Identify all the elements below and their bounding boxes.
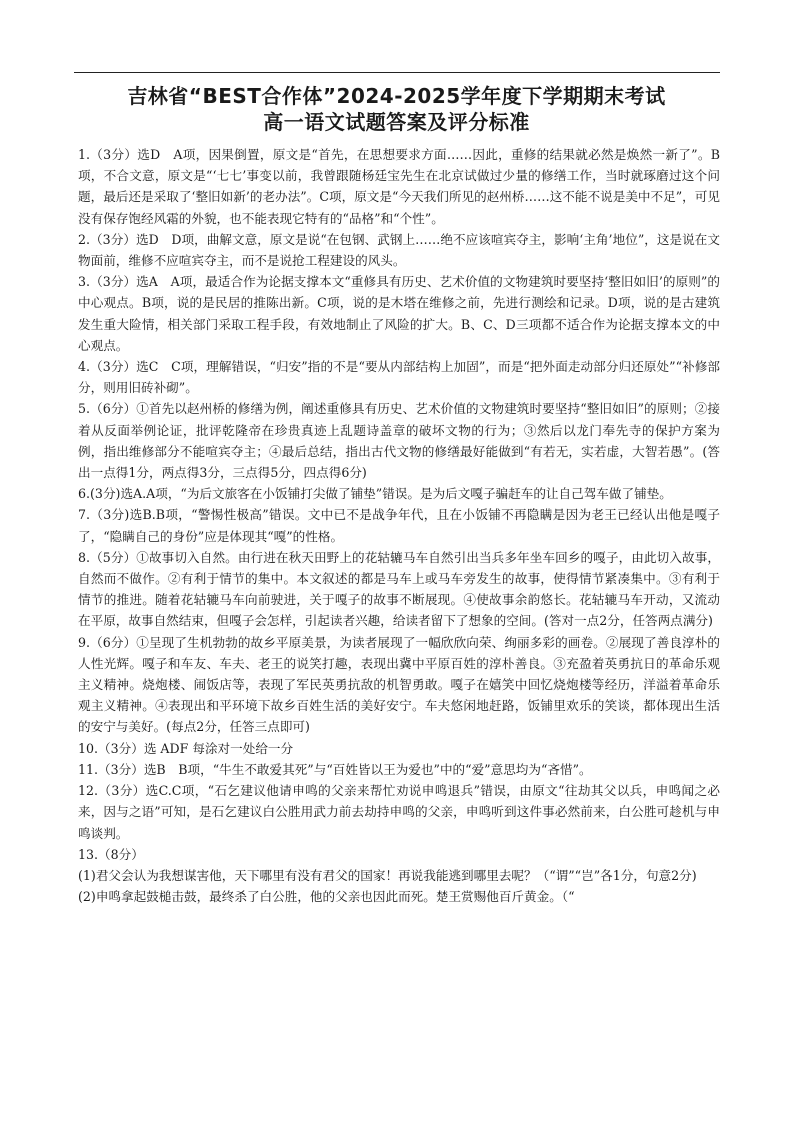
answer-item-10: 10.（3分）选 ADF 每涂对一处给一分	[78, 740, 294, 756]
answer-item-7: 7.（3分)选B.B项，“警惕性极高”错误。文中已不是战争年代，且在小饭铺不再隐瞒是因为老王已经认出他是嘎子了，“隐瞒自己的身份”应是体现其“嘎”的性格。	[78, 507, 720, 544]
answer-item-6: 6.(3分)选A.A项，“为后文旅客在小饭铺打尖做了铺垫”错误。是为后文嘎子骗赶车的让自己驾车做了铺垫。	[78, 486, 672, 502]
answer-list	[78, 144, 720, 907]
answer-item-13-2: (2)申鸣拿起鼓槌击鼓，最终杀了白公胜，他的父亲也因此而死。楚王赏赐他百斤黄金。（“	[78, 889, 575, 905]
exam-subtitle: 高一语文试题答案及评分标准	[263, 110, 530, 134]
answer-item-2: 2.（3分）选D D项，曲解文意，原文是说“在包钢、武钢上……绝不应该喧宾夺主，影响‘主角’地位”，这是说在文物面前，维修不应喧宾夺主，而不是说抢工程建设的风头。	[78, 231, 720, 269]
answer-item-5: 5.（6分）①首先以赵州桥的修缮为例，阐述重修具有历史、艺术价值的文物建筑时要坚持“整旧如旧”的原则；②接着从反面举例论证，批评乾隆帝在珍贵真迹上乱题诗盖章的破坏文物的行为；③然后以龙门奉先寺的保护方案为例，指出维修部分不能喧宾夺主；④最后总结，指出古代文物的修缮最好能做到“有若无，实若虚，大智若愚”。(答出一点得1分，两点得3分，三点得5分，四点得6分)	[78, 401, 720, 481]
answer-item-4: 4.（3分）选C C项，理解错误，“归安”指的不是“要从内部结构上加固”，而是“把外面走动部分归还原处”“补修部分，则用旧砖补砌”。	[78, 359, 720, 396]
answer-item-12: 12.（3分）选C.C项，“石乞建议他请申鸣的父亲来帮忙劝说申鸣退兵”错误，由原文“往劫其父以兵，申鸣闻之必来，因与之语”可知，是石乞建议白公胜用武力前去劫持申鸣的父亲，申鸣听到这件事必然前来，白公胜可趁机与申鸣谈判。	[78, 783, 720, 841]
exam-title: 吉林省“BEST合作体”2024-2025学年度下学期期末考试	[127, 84, 666, 108]
answer-item-11: 11.（3分）选B B项，“牛生不敢爱其死”与“百姓皆以王为爱也”中的“爱”意思均为“吝惜”。	[78, 761, 592, 777]
answer-item-13-1: (1)君父会认为我想谋害他，天下哪里有没有君父的国家！再说我能逃到哪里去呢？（“谓”“岂”各1分，句意2分)	[78, 867, 697, 883]
header-rule	[74, 72, 720, 73]
answer-item-13: 13.（8分）	[78, 846, 144, 862]
answer-item-3: 3.（3分）选A A项，最适合作为论据支撑本文“重修具有历史、艺术价值的文物建筑时要坚持‘整旧如旧’的原则”的中心观点。B项，说的是民居的推陈出新。C项，说的是木塔在维修之前，先进行测绘和记录。D项，说的是古建筑发生重大险情，相关部门采取工程手段，有效地制止了风险的扩大。B、C、D三项都不适合作为论据支撑本文的中心观点。	[78, 274, 720, 353]
answer-item-8: 8.（5分）①故事切入自然。由行进在秋天田野上的花轱辘马车自然引出当兵多年坐车回乡的嘎子，由此切入故事，自然而不做作。②有利于情节的集中。本文叙述的都是马车上或马车旁发生的故事，使得情节紧凑集中。③有利于情节的推进。随着花轱辘马车向前驶进，关于嘎子的故事不断展现。④使故事余韵悠长。花轱辘马车开动，又流动在平原，故事自然结束，但嘎子会怎样，引起读者兴趣，给读者留下了想象的空间。(答对一点2分，任答两点满分)	[78, 549, 720, 629]
answer-item-1: 1.（3分）选D A项，因果倒置，原文是“首先，在思想要求方面……因此，重修的结果就必然是焕然一新了”。B项，不合文意，原文是“‘七七’事变以前，我曾跟随杨廷宝先生在北京试做过少量的修缮工作，当时就琢磨过这个问题，最后还是采取了‘整旧如新’的老办法”。C项，原文是“今天我们所见的赵州桥……这不能不说是美中不足”，可见没有保存饱经风霜的外貌，也不能表现它特有的“品格”和“个性”。	[78, 147, 720, 226]
answer-item-9: 9.（6分）①呈现了生机勃勃的故乡平原美景，为读者展现了一幅欣欣向荣、绚丽多彩的画卷。②展现了善良淳朴的人性光辉。嘎子和车友、车夫、老王的说笑打趣，表现出冀中平原百姓的淳朴善良。③充盈着英勇抗日的革命乐观主义精神。烧炮楼、闹饭店等，表现了军民英勇抗敌的机智勇敢。嘎子在嬉笑中回忆烧炮楼等经历，洋溢着革命乐观主义精神。④表现出和平环境下故乡百姓生活的美好安宁。车夫悠闲地赶路，饭铺里欢乐的笑谈，都体现出生活的安宁与美好。(每点2分，任答三点即可)	[78, 634, 720, 735]
